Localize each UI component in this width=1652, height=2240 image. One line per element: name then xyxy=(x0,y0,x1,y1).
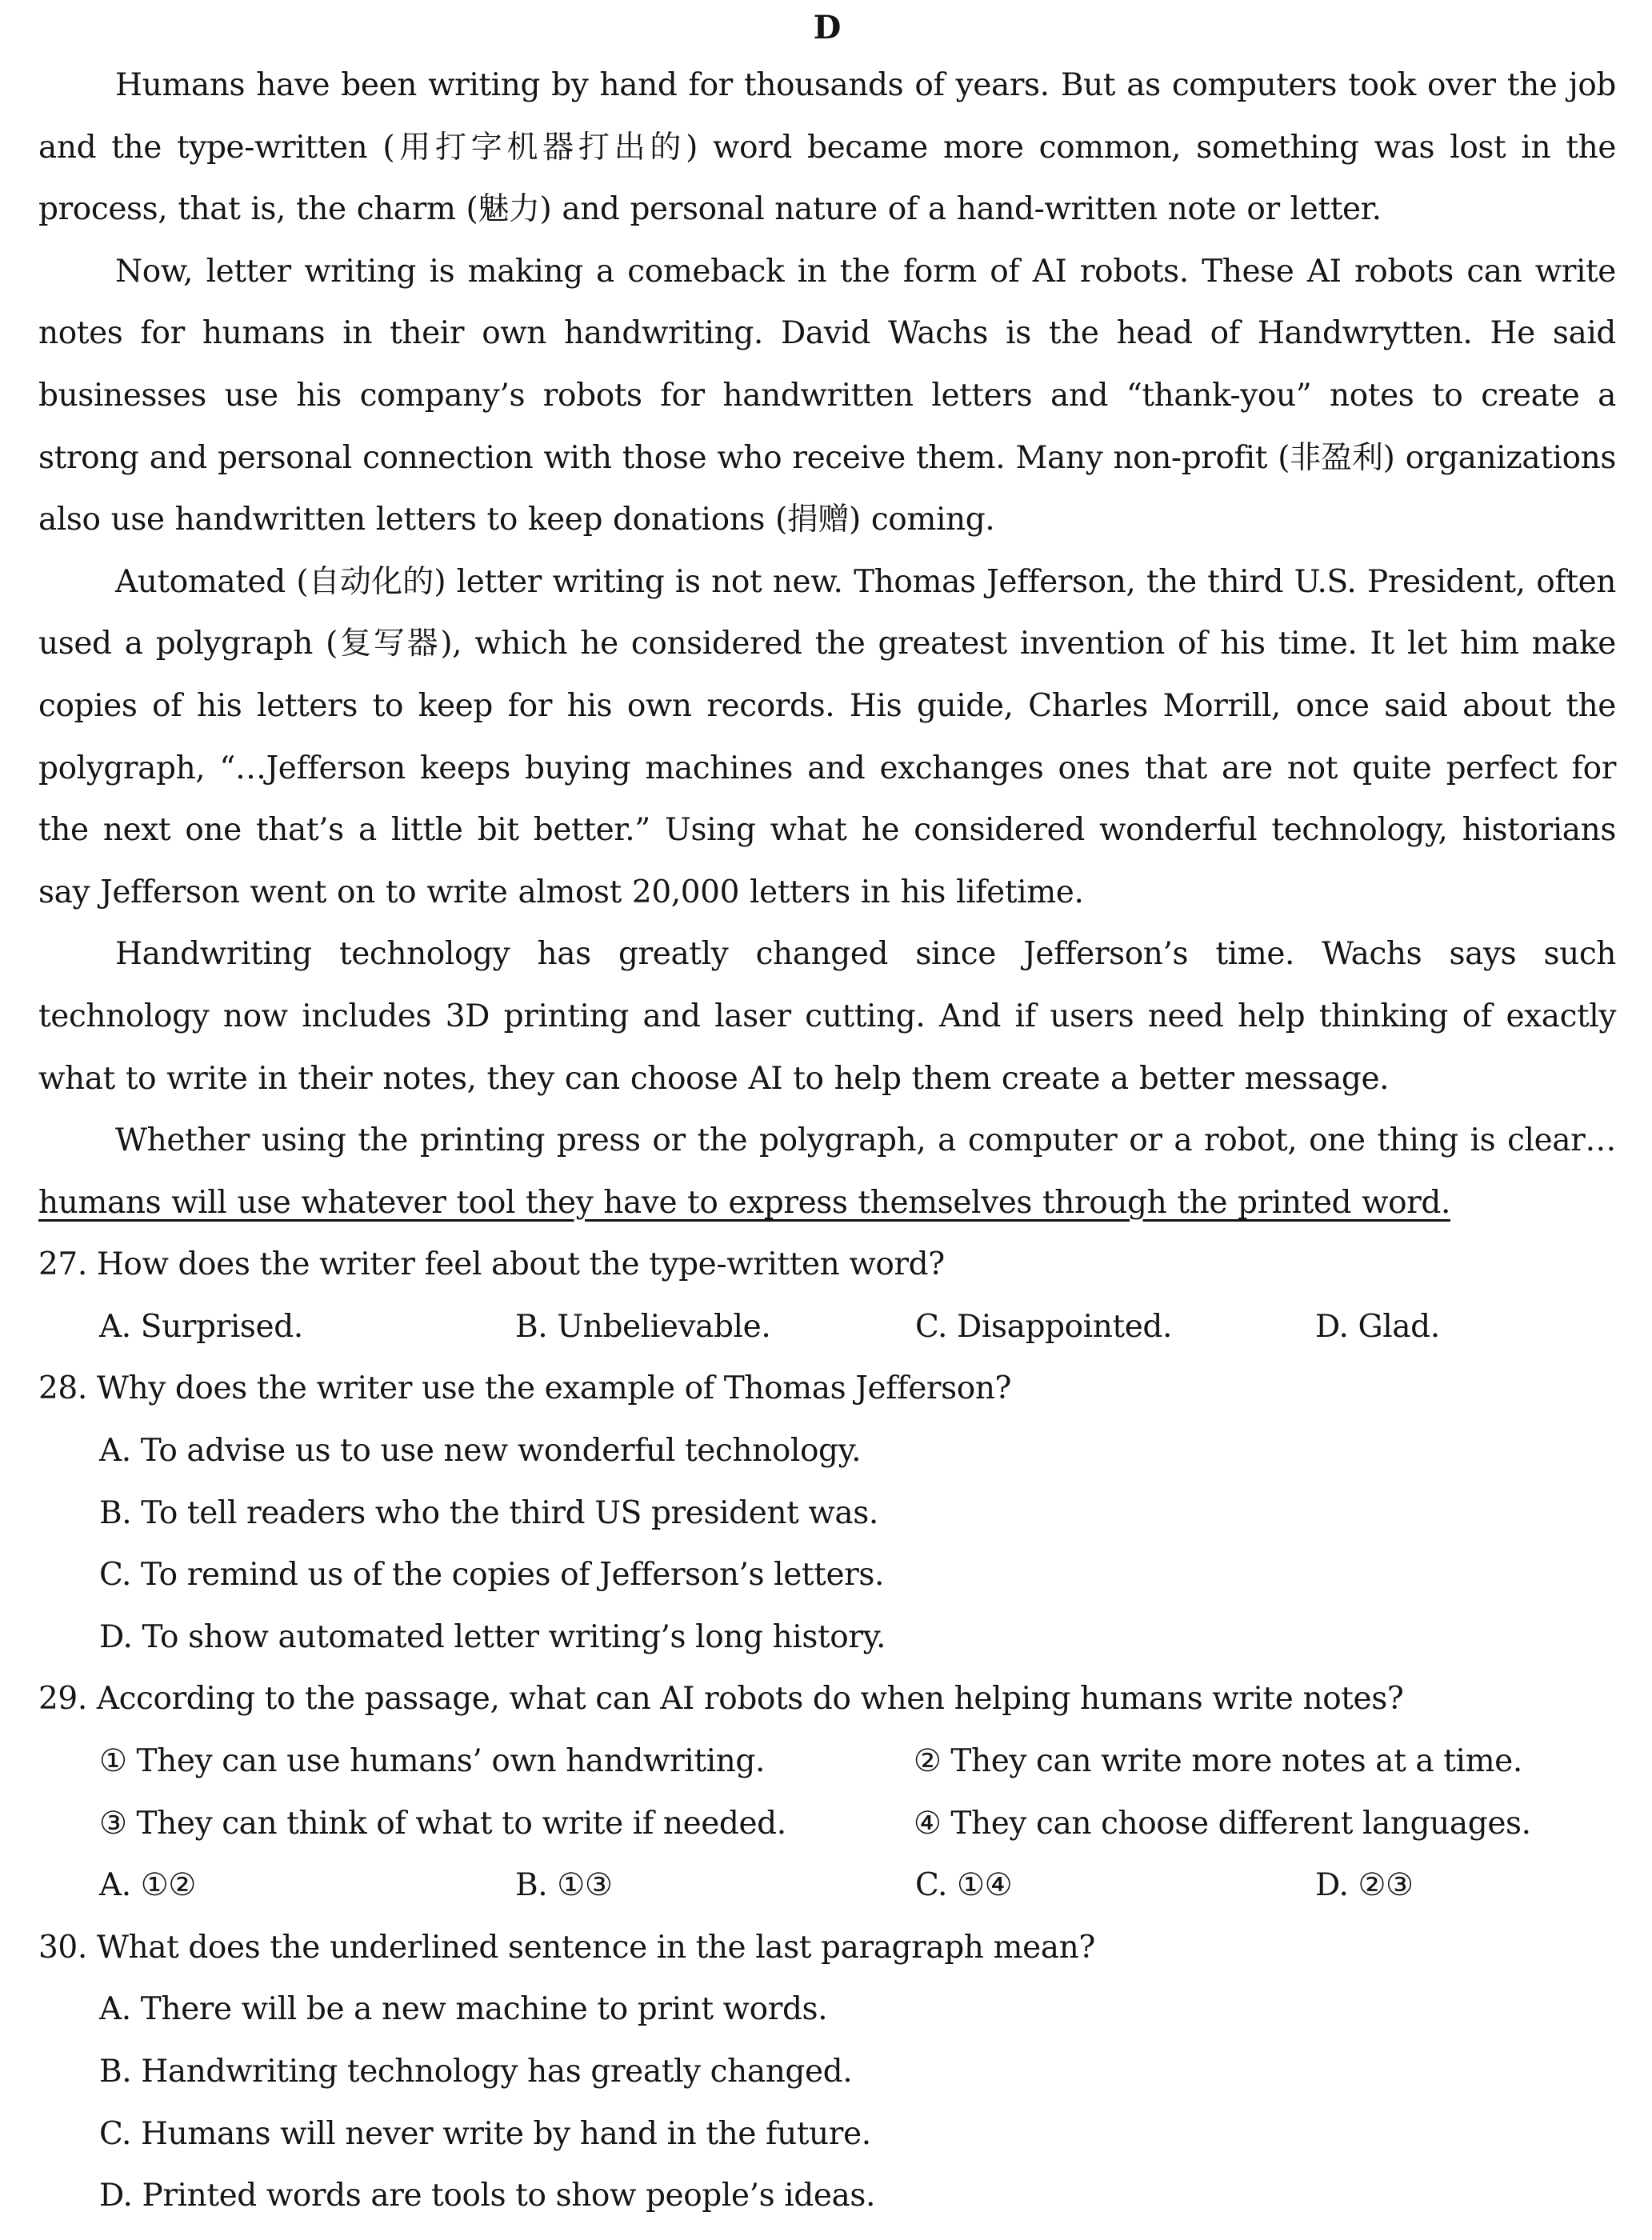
question-stem: 30. What does the underlined sentence in the last paragraph mean? xyxy=(38,1929,1095,1966)
passage-paragraph-5 xyxy=(38,1110,1616,1234)
option-c: C. To remind us of the copies of Jefferson’s letters. xyxy=(99,1557,884,1594)
option-c: C. Disappointed. xyxy=(915,1308,1172,1345)
option-a: A. ①② xyxy=(99,1867,196,1904)
option-d: D. Printed words are tools to show people’s ideas. xyxy=(99,2178,876,2214)
statement-1: ① They can use humans’ own handwriting. xyxy=(99,1743,765,1780)
exam-page xyxy=(38,0,1616,2227)
question-30 xyxy=(38,1917,1616,2227)
section-title: D xyxy=(813,9,842,46)
option-b: B. Unbelievable. xyxy=(515,1308,771,1345)
reading-passage xyxy=(38,54,1616,1234)
question-stem: 28. Why does the writer use the example of Thomas Jefferson? xyxy=(38,1370,1012,1407)
option-a: A. There will be a new machine to print words. xyxy=(99,1991,828,2028)
passage-paragraph-3: Automated (自动化的) letter writing is not new. Thomas Jefferson, the third U.S. President, often used a polygraph (复写器), which he considered the greatest invention of his time. It let him make copies of his letters to keep for his own records. His guide, Charles Morrill, once said about the polygraph, “…Jefferson keeps buying machines and exchanges ones that are not quite perfect for the next one that’s a little bit better.” Using what he considered wonderful technology, historians say Jefferson went on to write almost 20,000 letters in his lifetime. xyxy=(38,563,1616,910)
answer-options xyxy=(38,1854,1616,1917)
question-27 xyxy=(38,1234,1616,1358)
passage-paragraph-4: Handwriting technology has greatly changed since Jefferson’s time. Wachs says such technology now includes 3D printing and laser cutting. And if users need help thinking of exactly what to write in their notes, they can choose AI to help them create a better message. xyxy=(38,936,1616,1097)
question-stem: 29. According to the passage, what can AI robots do when helping humans write notes? xyxy=(38,1681,1404,1718)
statement-3: ③ They can think of what to write if needed. xyxy=(99,1805,786,1842)
passage-paragraph-1: Humans have been writing by hand for thousands of years. But as computers took over the job and the type-written (用打字机器打出的) word became more common, something was lost in the process, that is, the charm (魅力) and personal nature of a hand-written note or letter. xyxy=(38,67,1616,228)
question-29 xyxy=(38,1668,1616,1916)
statement-4: ④ They can choose different languages. xyxy=(913,1805,1531,1842)
passage-paragraph-2: Now, letter writing is making a comeback in the form of AI robots. These AI robots can write notes for humans in their own handwriting. David Wachs is the head of Handwrytten. He said businesses use his company’s robots for handwritten letters and “thank-you” notes to create a strong and personal connection with those who receive them. Many non-profit (非盈利) organizations also use handwritten letters to keep donations (捐赠) coming. xyxy=(38,253,1616,538)
option-a: A. To advise us to use new wonderful technology. xyxy=(99,1433,862,1470)
paragraph-5-lead: Whether using the printing press or the polygraph, a computer or a robot, one thing is clear… xyxy=(115,1122,1616,1159)
option-b: B. Handwriting technology has greatly changed. xyxy=(99,2054,853,2090)
option-b: B. To tell readers who the third US president was. xyxy=(99,1494,878,1531)
option-a: A. Surprised. xyxy=(99,1308,303,1345)
option-d: D. Glad. xyxy=(1315,1308,1440,1345)
option-d: D. ②③ xyxy=(1315,1867,1414,1904)
option-c: C. Humans will never write by hand in the future. xyxy=(99,2115,871,2152)
option-b: B. ①③ xyxy=(515,1867,613,1904)
question-28 xyxy=(38,1358,1616,1668)
statement-2: ② They can write more notes at a time. xyxy=(913,1743,1522,1780)
option-c: C. ①④ xyxy=(915,1867,1013,1904)
statement-row xyxy=(38,1793,1616,1855)
statement-row xyxy=(38,1730,1616,1793)
question-stem: 27. How does the writer feel about the type-written word? xyxy=(38,1246,945,1283)
underlined-sentence: humans will use whatever tool they have to express themselves through the printed word. xyxy=(38,1184,1450,1221)
option-d: D. To show automated letter writing’s long history. xyxy=(99,1618,886,1655)
answer-options xyxy=(38,1296,1616,1358)
